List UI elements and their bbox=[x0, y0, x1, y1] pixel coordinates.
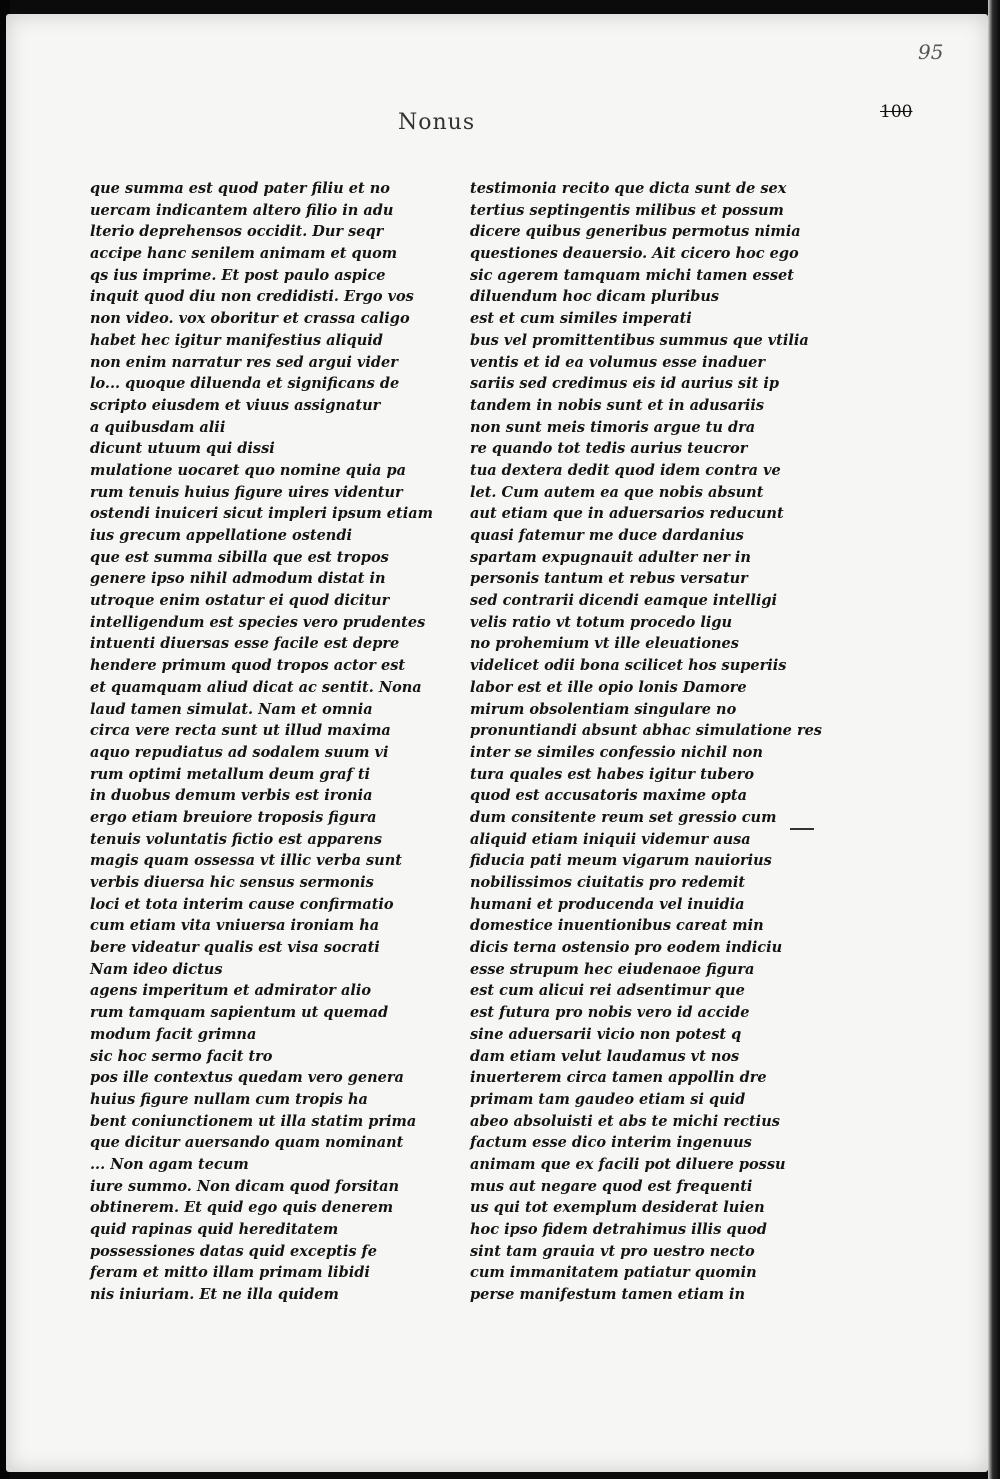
text-line: rum tamquam sapientum ut quemad bbox=[90, 1004, 389, 1022]
running-head: Nonus bbox=[398, 110, 476, 135]
text-line: que est summa sibilla que est tropos bbox=[90, 548, 389, 566]
text-line: ... Non agam tecum bbox=[90, 1155, 249, 1173]
text-line: hendere primum quod tropos actor est bbox=[90, 657, 406, 675]
text-line: velis ratio vt totum procedo ligu bbox=[470, 613, 733, 631]
text-line: uercam indicantem altero filio in adu bbox=[90, 201, 394, 219]
text-line: scripto eiusdem et viuus assignatur bbox=[90, 396, 381, 414]
text-line: questiones deauersio. Ait cicero hoc ego bbox=[470, 245, 799, 263]
text-line: qs ius imprime. Et post paulo aspice bbox=[90, 266, 386, 284]
text-line: re quando tot tedis aurius teucror bbox=[470, 440, 748, 458]
text-line: laud tamen simulat. Nam et omnia bbox=[90, 700, 373, 718]
text-line: est et cum similes imperati bbox=[470, 310, 692, 328]
text-line: nobilissimos ciuitatis pro redemit bbox=[470, 874, 746, 891]
text-line: Nam ideo dictus bbox=[90, 960, 223, 978]
text-line: personis tantum et rebus versatur bbox=[470, 570, 748, 588]
text-line: feram et mitto illam primam libidi bbox=[90, 1264, 370, 1282]
text-line: bus vel promittentibus summus que vtilia bbox=[470, 331, 809, 349]
text-line: a quibusdam alii bbox=[90, 418, 226, 436]
text-line: videlicet odii bona scilicet hos superiis bbox=[470, 657, 787, 675]
text-line: fiducia pati meum vigarum nauiorius bbox=[470, 852, 772, 870]
text-line: obtinerem. Et quid ego quis denerem bbox=[90, 1199, 394, 1217]
text-line: mulatione uocaret quo nomine quia pa bbox=[90, 461, 406, 479]
page-edge bbox=[988, 0, 1000, 1479]
text-line: magis quam ossessa vt illic verba sunt bbox=[90, 852, 402, 870]
text-line: sint tam grauia vt pro uestro necto bbox=[470, 1242, 755, 1260]
folio-number: 95 bbox=[918, 40, 944, 64]
text-line: abeo absoluisti et abs te michi rectius bbox=[470, 1112, 780, 1130]
text-line: primam tam gaudeo etiam si quid bbox=[470, 1090, 746, 1108]
text-line: tandem in nobis sunt et in adusariis bbox=[470, 396, 765, 414]
text-line: let. Cum autem ea que nobis absunt bbox=[470, 483, 764, 501]
text-line: bent coniunctionem ut illa statim prima bbox=[90, 1112, 417, 1130]
text-line: aut etiam que in aduersarios reducunt bbox=[470, 505, 784, 523]
text-line: humani et producenda vel inuidia bbox=[470, 895, 745, 913]
text-line: que dicitur auersando quam nominant bbox=[90, 1134, 404, 1152]
text-line: habet hec igitur manifestius aliquid bbox=[90, 331, 383, 349]
text-line: lo... quoque diluenda et significans de bbox=[90, 375, 400, 393]
text-line: quod est accusatoris maxime opta bbox=[470, 787, 747, 805]
text-line: sine aduersarii vicio non potest q bbox=[470, 1025, 742, 1043]
text-line: quid rapinas quid hereditatem bbox=[90, 1221, 339, 1238]
text-line: est cum alicui rei adsentimur que bbox=[470, 982, 745, 1000]
text-line: ius grecum appellatione ostendi bbox=[90, 527, 352, 544]
text-line: cum immanitatem patiatur quomin bbox=[470, 1264, 757, 1282]
text-line: possessiones datas quid exceptis fe bbox=[90, 1242, 378, 1260]
text-line: lterio deprehensos occidit. Dur seqr bbox=[90, 223, 384, 241]
text-line: testimonia recito que dicta sunt de sex bbox=[470, 180, 787, 197]
text-line: dum consitente reum set gressio cum bbox=[470, 808, 777, 826]
text-line: sic hoc sermo facit tro bbox=[90, 1047, 273, 1065]
left-text-column bbox=[90, 178, 433, 1306]
text-line: circa vere recta sunt ut illud maxima bbox=[90, 722, 391, 740]
text-line: tenuis voluntatis fictio est apparens bbox=[90, 830, 382, 848]
text-line: pronuntiandi absunt abhac simulatione res bbox=[470, 722, 822, 740]
page-number: 100 bbox=[880, 102, 913, 122]
text-line: et quamquam aliud dicat ac sentit. Nona bbox=[90, 678, 422, 696]
margin-mark bbox=[790, 828, 814, 830]
text-line: spartam expugnauit adulter ner in bbox=[470, 548, 751, 566]
text-line: inuerterem circa tamen appollin dre bbox=[470, 1069, 767, 1087]
text-line: rum tenuis huius figure uires videntur bbox=[90, 483, 403, 501]
text-line: diluendum hoc dicam pluribus bbox=[470, 288, 720, 306]
text-line: inter se similes confessio nichil non bbox=[470, 743, 763, 761]
text-line: mus aut negare quod est frequenti bbox=[470, 1177, 753, 1195]
text-line: dicunt utuum qui dissi bbox=[90, 440, 275, 458]
text-line: animam que ex facili pot diluere possu bbox=[470, 1155, 786, 1173]
text-line: dam etiam velut laudamus vt nos bbox=[470, 1047, 740, 1065]
text-line: us qui tot exemplum desiderat luien bbox=[470, 1199, 765, 1217]
text-line: bere videatur qualis est visa socrati bbox=[90, 939, 380, 957]
text-line: genere ipso nihil admodum distat in bbox=[90, 570, 386, 588]
text-line: intelligendum est species vero prudentes bbox=[90, 613, 426, 631]
text-line: dicere quibus generibus permotus nimia bbox=[470, 223, 801, 241]
text-line: est futura pro nobis vero id accide bbox=[470, 1004, 750, 1022]
text-line: inquit quod diu non credidisti. Ergo vos bbox=[90, 288, 414, 306]
text-line: huius figure nullam cum tropis ha bbox=[90, 1090, 368, 1108]
right-text-column bbox=[470, 178, 822, 1306]
text-line: hoc ipso fidem detrahimus illis quod bbox=[470, 1221, 767, 1238]
text-line: agens imperitum et admirator alio bbox=[90, 982, 372, 1000]
text-line: modum facit grimna bbox=[90, 1025, 257, 1043]
text-line: no prohemium vt ille eleuationes bbox=[470, 635, 739, 653]
text-line: verbis diuersa hic sensus sermonis bbox=[90, 874, 374, 891]
text-line: quasi fatemur me duce dardanius bbox=[470, 527, 744, 544]
text-line: non video. vox oboritur et crassa caligo bbox=[90, 310, 410, 328]
text-line: in duobus demum verbis est ironia bbox=[90, 787, 373, 805]
text-line: utroque enim ostatur ei quod dicitur bbox=[90, 592, 390, 610]
text-line: nis iniuriam. Et ne illa quidem bbox=[90, 1286, 339, 1304]
text-line: sic agerem tamquam michi tamen esset bbox=[470, 266, 794, 284]
text-line: ostendi inuiceri sicut impleri ipsum etiam bbox=[90, 505, 433, 523]
text-line: sariis sed credimus eis id aurius sit ip bbox=[470, 375, 779, 393]
text-line: ergo etiam breuiore troposis figura bbox=[90, 808, 377, 826]
text-line: intuenti diuersas esse facile est depre bbox=[90, 635, 400, 653]
text-line: tura quales est habes igitur tubero bbox=[470, 765, 754, 783]
text-line: non enim narratur res sed argui vider bbox=[90, 353, 398, 371]
text-line: que summa est quod pater filiu et no bbox=[90, 180, 390, 197]
text-line: tua dextera dedit quod idem contra ve bbox=[470, 461, 781, 479]
text-line: rum optimi metallum deum graf ti bbox=[90, 765, 371, 783]
text-line: esse strupum hec eiudenaoe figura bbox=[470, 960, 755, 978]
text-line: sed contrarii dicendi eamque intelligi bbox=[470, 592, 778, 610]
text-line: loci et tota interim cause confirmatio bbox=[90, 895, 394, 913]
text-line: dicis terna ostensio pro eodem indiciu bbox=[470, 939, 783, 957]
text-line: mirum obsolentiam singulare no bbox=[470, 700, 737, 718]
text-line: non sunt meis timoris argue tu dra bbox=[470, 418, 756, 436]
text-line: perse manifestum tamen etiam in bbox=[470, 1286, 746, 1304]
text-line: domestice inuentionibus careat min bbox=[470, 917, 764, 935]
text-line: tertius septingentis milibus et possum bbox=[470, 201, 784, 219]
text-line: ventis et id ea volumus esse inaduer bbox=[470, 353, 766, 371]
text-line: pos ille contextus quedam vero genera bbox=[90, 1069, 404, 1087]
text-line: accipe hanc senilem animam et quom bbox=[90, 245, 398, 263]
text-line: cum etiam vita vniuersa ironiam ha bbox=[90, 917, 380, 935]
text-line: iure summo. Non dicam quod forsitan bbox=[90, 1177, 400, 1195]
text-line: labor est et ille opio lonis Damore bbox=[470, 678, 747, 696]
text-line: aquo repudiatus ad sodalem suum vi bbox=[90, 743, 389, 761]
text-line: factum esse dico interim ingenuus bbox=[470, 1134, 752, 1152]
text-line: aliquid etiam iniquii videmur ausa bbox=[470, 830, 751, 848]
